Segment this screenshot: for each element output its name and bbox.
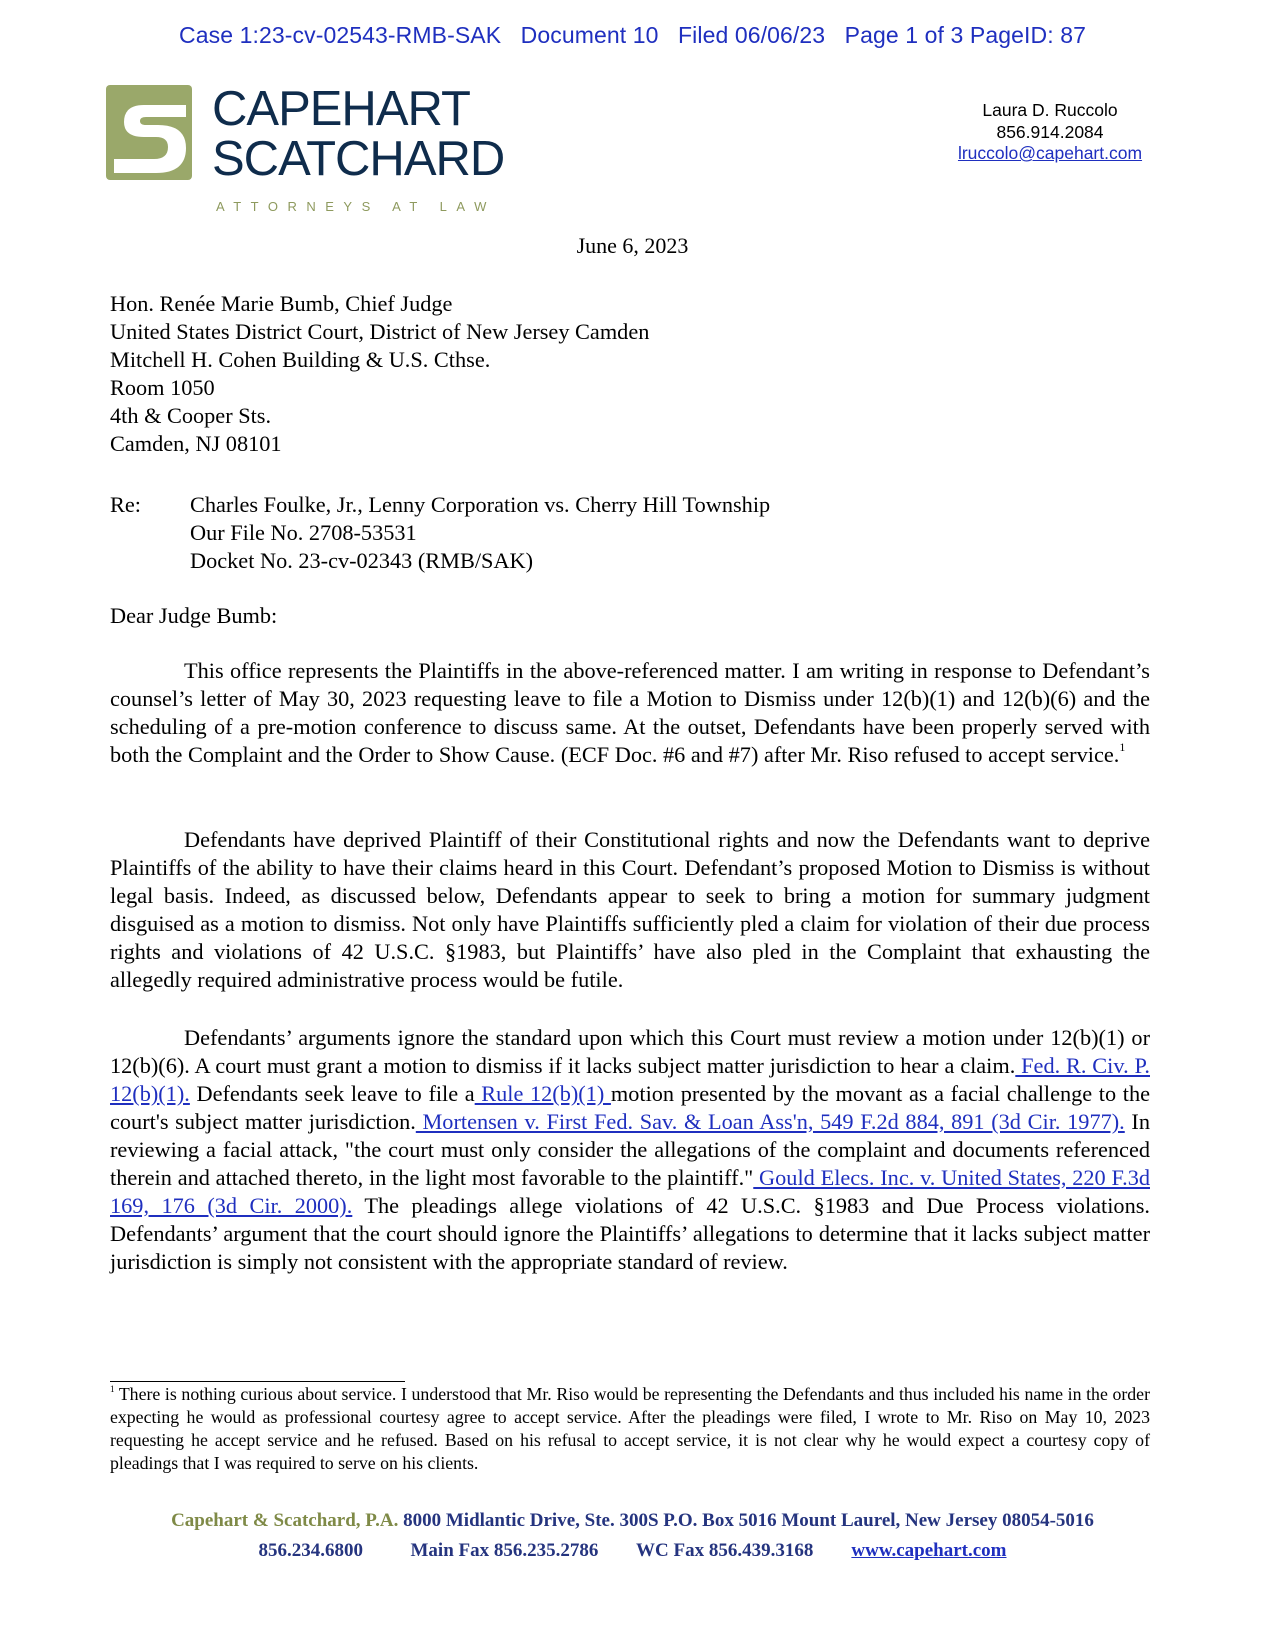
re-line: Our File No. 2708-53531: [190, 520, 417, 545]
salutation: Dear Judge Bumb:: [110, 603, 278, 628]
footnote-divider: [110, 1381, 405, 1382]
citation-link-gould[interactable]: Gould Elecs. Inc. v. United States, 220 F.3d 169, 176 (3d Cir. 2000).: [110, 1165, 1150, 1218]
footnote-text: There is nothing curious about service. I understood that Mr. Riso would be representing the Defendants and thus included his name in the order expecting he would as professional courtesy agree to accept service. After the pleadings were filed, I wrote to Mr. Riso on May 10, 2023 requesting he accept service and he refused. Based on his refusal to accept service, it is not clear why he would expect a courtesy copy of pleadings that I was required to serve on his clients.: [110, 1384, 1150, 1473]
footer-address: 8000 Midlantic Drive, Ste. 300S P.O. Box 5016 Mount Laurel, New Jersey 08054-5016: [398, 1510, 1094, 1531]
body-paragraph-1: [110, 657, 1150, 769]
recipient-line: United States District Court, District of New Jersey Camden: [110, 319, 650, 344]
re-subject: [190, 491, 770, 575]
footer-address-line: [0, 1510, 1265, 1532]
paragraph-text: This office represents the Plaintiffs in the above-referenced matter. I am writing in response to Defendant’s counsel’s letter of May 30, 2023 requesting leave to file a Motion to Dismiss under 12(b)(1) and 12(b)(6) and the scheduling of a pre-motion conference to discuss same. At the outset, Defendants have been properly served with both the Complaint and the Order to Show Cause. (ECF Doc. #6 and #7) after Mr. Riso refused to accept service.: [110, 658, 1150, 767]
paragraph-text: The pleadings allege violations of 42 U.S.C. §1983 and Due Process violations. Defendants’ argument that the court should ignore the Plaintiffs’ allegations to determine that it lacks subject matter jurisdiction is simply not consistent with the appropriate standard of review.: [110, 1193, 1150, 1274]
citation-link-mortensen[interactable]: Mortensen v. First Fed. Sav. & Loan Ass'n, 549 F.2d 884, 891 (3d Cir. 1977).: [415, 1109, 1125, 1134]
re-line: Docket No. 23-cv-02343 (RMB/SAK): [190, 548, 534, 573]
body-paragraph-2: [110, 826, 1150, 994]
paragraph-text: In reviewing a facial attack, "the court must only consider the allegations of the complaint and documents referenced therein and attached thereto, in the light most favorable to the plaintiff.": [110, 1109, 1151, 1190]
paragraph-text: motion presented by the movant as a facial challenge to the court's subject matter jurisdiction.: [110, 1081, 1150, 1134]
logo-mark-icon: [106, 85, 192, 180]
footer-wc-fax: WC Fax 856.439.3168: [636, 1540, 814, 1561]
re-line: Charles Foulke, Jr., Lenny Corporation vs. Cherry Hill Township: [190, 492, 771, 517]
footnote-reference: 1: [1119, 740, 1126, 754]
footer-firm-name: Capehart & Scatchard, P.A.: [171, 1510, 399, 1531]
capehart-scatchard-logo: [106, 82, 506, 220]
logo-wordmark-top: CAPEHART: [212, 82, 470, 136]
recipient-line: Room 1050: [110, 375, 215, 400]
footer-main-fax: Main Fax 856.235.2786: [410, 1540, 599, 1561]
letter-date: June 6, 2023: [576, 233, 689, 258]
paragraph-text: Defendants have deprived Plaintiff of their Constitutional rights and now the Defendants want to deprive Plaintiffs of the ability to have their claims heard in this Court. Defendant’s proposed Motion to Dismiss is without legal basis. Indeed, as discussed below, Defendants appear to seek to bring a motion for summary judgment disguised as a motion to dismiss. Not only have Plaintiffs sufficiently pled a claim for violation of their due process rights and violations of 42 U.S.C. §1983, but Plaintiffs’ have also pled in the Complaint that exhausting the allegedly required administrative process would be futile.: [110, 827, 1150, 992]
citation-link-rule[interactable]: Rule 12(b)(1): [474, 1081, 611, 1106]
attorney-name: Laura D. Ruccolo: [982, 100, 1118, 120]
attorney-phone: 856.914.2084: [996, 121, 1104, 142]
logo-wordmark-bottom: SCATCHARD: [212, 132, 505, 186]
paragraph-text: Defendants’ arguments ignore the standard upon which this Court must review a motion under 12(b)(1) or 12(b)(6). A court must grant a motion to dismiss if it lacks subject matter jurisdiction to hear a claim.: [110, 1025, 1150, 1078]
recipient-line: Camden, NJ 08101: [110, 431, 282, 456]
recipient-line: Hon. Renée Marie Bumb, Chief Judge: [110, 291, 453, 316]
footer-phone: 856.234.6800: [258, 1540, 363, 1561]
attorney-email-link[interactable]: lruccolo@capehart.com: [957, 143, 1143, 163]
footnote-marker: 1: [110, 1384, 115, 1394]
recipient-line: 4th & Cooper Sts.: [110, 403, 272, 428]
re-label: Re:: [110, 492, 141, 517]
recipient-address: [110, 290, 649, 458]
paragraph-text: Defendants seek leave to file a: [189, 1081, 475, 1106]
body-paragraph-3: [110, 1024, 1150, 1276]
footnote: [110, 1383, 1150, 1475]
citation-link-frcp[interactable]: Fed. R. Civ. P. 12(b)(1).: [110, 1053, 1150, 1106]
case-header-stamp: Case 1:23-cv-02543-RMB-SAK Document 10 Filed 06/06/23 Page 1 of 3 PageID: 87: [179, 22, 1086, 48]
logo-tagline: ATTORNEYS AT LAW: [216, 199, 496, 214]
footer-website-link[interactable]: www.capehart.com: [851, 1540, 1007, 1561]
recipient-line: Mitchell H. Cohen Building & U.S. Cthse.: [110, 347, 491, 372]
footer-contact-line: [0, 1540, 1265, 1562]
attorney-contact: [900, 100, 1200, 165]
